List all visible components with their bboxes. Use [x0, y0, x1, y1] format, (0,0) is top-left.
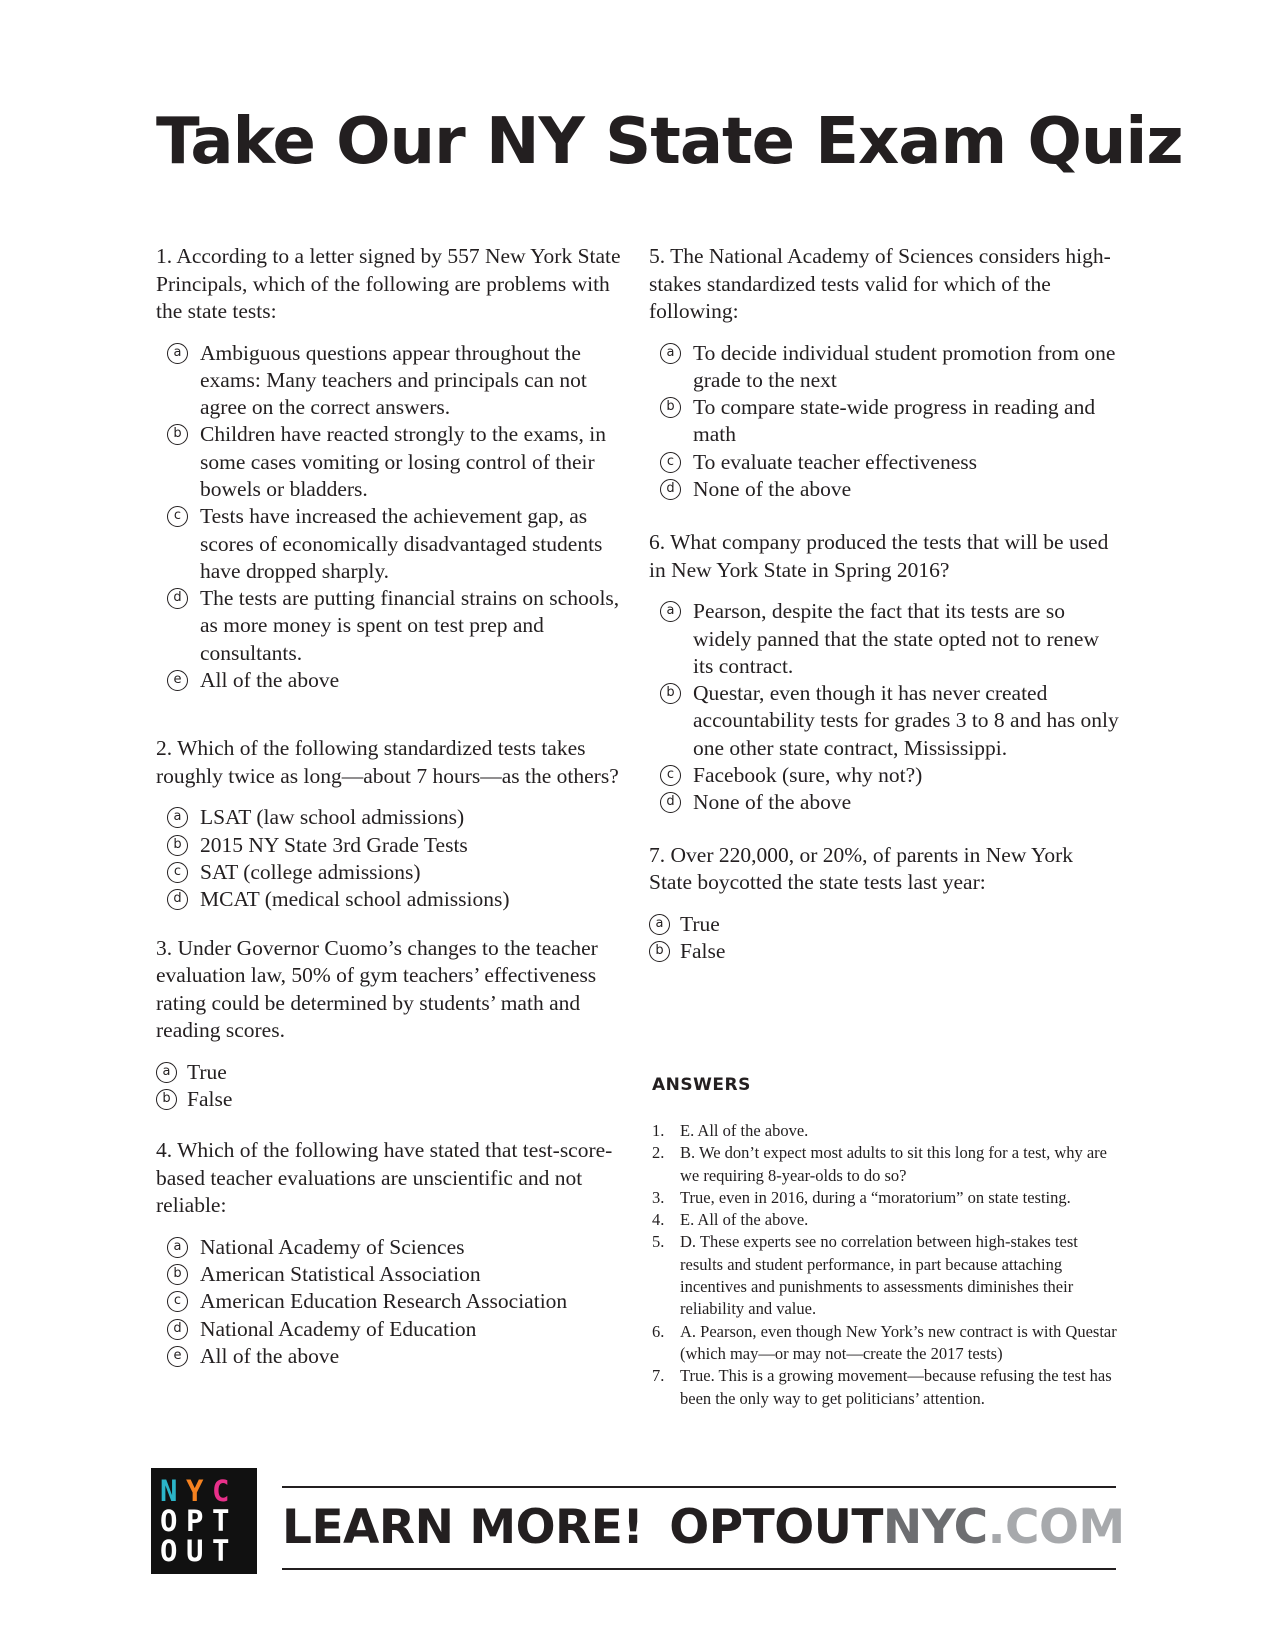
page-title: Take Our NY State Exam Quiz — [156, 105, 1183, 179]
option-text: Questar, even though it has never created accountability tests for grades 3 to 8 and has only one other state contract, Mississippi. — [693, 681, 1119, 760]
question-text: 7. Over 220,000, or 20%, of parents in New York State boycotted the state tests last year: — [649, 842, 1073, 895]
option-text: 2015 NY State 3rd Grade Tests — [200, 832, 468, 857]
option-letter-circle: c — [167, 506, 188, 527]
site-url[interactable] — [669, 1500, 1124, 1555]
learn-more-text — [282, 1498, 1125, 1558]
logo-letter: Y — [186, 1474, 207, 1508]
option-text: True — [187, 1059, 227, 1084]
options-list — [156, 340, 626, 695]
answer-text: E. All of the above. — [680, 1121, 809, 1140]
logo-letter: U — [186, 1534, 207, 1568]
right-column — [649, 243, 1119, 965]
option — [156, 886, 626, 913]
site-url-optout: OPTOUT — [669, 1500, 883, 1555]
option-letter-circle: c — [660, 765, 681, 786]
answer-item — [652, 1120, 1122, 1142]
option — [156, 1086, 626, 1113]
logo-row — [160, 1536, 257, 1566]
option-text: True — [680, 911, 720, 936]
question-5 — [649, 243, 1119, 503]
option — [156, 1261, 626, 1288]
option — [156, 340, 626, 422]
option — [156, 421, 626, 503]
option-text: To evaluate teacher effectiveness — [693, 449, 978, 474]
option-text: To compare state-wide progress in reading and math — [693, 395, 1096, 447]
question-4 — [156, 1137, 626, 1370]
answer-number: 6. — [652, 1321, 665, 1341]
option-text: National Academy of Education — [200, 1316, 477, 1341]
option — [649, 340, 1119, 395]
option-text: False — [187, 1086, 233, 1111]
option-text: National Academy of Sciences — [200, 1234, 465, 1259]
option-letter-circle: b — [649, 941, 670, 962]
logo-row — [160, 1476, 257, 1506]
option — [649, 762, 1119, 789]
answer-text: True. This is a growing movement—because refusing the test has been the only way to get politicians’ attention. — [680, 1366, 1112, 1408]
option — [156, 804, 626, 831]
option-letter-circle: d — [167, 588, 188, 609]
learn-more-label: LEARN MORE! — [282, 1500, 644, 1555]
question-6 — [649, 529, 1119, 816]
option-text: None of the above — [693, 476, 852, 501]
option-letter-circle: a — [167, 1237, 188, 1258]
site-url-com: .COM — [987, 1500, 1125, 1555]
left-column — [156, 243, 626, 1370]
option-text: American Statistical Association — [200, 1261, 481, 1286]
logo-letter: T — [212, 1534, 233, 1568]
answer-number: 5. — [652, 1232, 665, 1252]
question-text: 1. According to a letter signed by 557 New York State Principals, which of the following are problems with the state tests: — [156, 244, 621, 323]
option-text: Pearson, despite the fact that its tests are so widely panned that the state opted not to renew its contract. — [693, 599, 1099, 678]
option-letter-circle: a — [660, 601, 681, 622]
question-text: 3. Under Governor Cuomo’s changes to the teacher evaluation law, 50% of gym teachers’ effectiveness rating could be determined by students’ math and reading scores. — [156, 935, 598, 1043]
option-text: False — [680, 938, 726, 963]
options-list — [156, 804, 626, 913]
option-letter-circle: a — [649, 914, 670, 935]
option — [156, 1343, 626, 1370]
option — [156, 1288, 626, 1315]
options-list — [156, 1059, 626, 1114]
option-letter-circle: c — [167, 1291, 188, 1312]
option-text: Ambiguous questions appear throughout the exams: Many teachers and principals can not agree on the correct answers. — [200, 340, 587, 420]
question-7 — [649, 842, 1119, 966]
option-letter-circle: d — [167, 889, 188, 910]
answers-heading: ANSWERS — [652, 1075, 751, 1095]
option — [649, 476, 1119, 503]
option-letter-circle: a — [167, 343, 188, 364]
question-text: 2. Which of the following standardized tests takes roughly twice as long—about 7 hours—as the others? — [156, 736, 619, 788]
question-text: 4. Which of the following have stated that test-score-based teacher evaluations are unscientific and not reliable: — [156, 1138, 613, 1218]
answer-text: B. We don’t expect most adults to sit this long for a test, why are we requiring 8-year-olds to do so? — [680, 1143, 1108, 1185]
answer-number: 3. — [652, 1187, 665, 1207]
option — [649, 680, 1119, 762]
option-text: Tests have increased the achievement gap, as scores of economically disadvantaged students have dropped sharply. — [200, 504, 603, 583]
option-letter-circle: a — [167, 807, 188, 828]
question-3 — [156, 935, 626, 1114]
option — [649, 911, 1119, 938]
logo-letter: O — [160, 1534, 181, 1568]
answer-item — [652, 1365, 1122, 1410]
logo-letter: P — [186, 1504, 207, 1538]
option-letter-circle: a — [660, 343, 681, 364]
option-text: The tests are putting financial strains on schools, as more money is spent on test prep and consultants. — [200, 586, 620, 665]
option-text: All of the above — [200, 668, 340, 693]
logo-letter: O — [160, 1504, 181, 1538]
option-letter-circle: b — [156, 1089, 177, 1110]
option-letter-circle: b — [660, 683, 681, 704]
answer-text: True, even in 2016, during a “moratorium” on state testing. — [680, 1187, 1071, 1207]
option-letter-circle: d — [167, 1319, 188, 1340]
footer — [0, 1468, 1275, 1578]
option-letter-circle: a — [156, 1062, 177, 1083]
option — [156, 585, 626, 667]
logo-row — [160, 1506, 257, 1536]
nyc-opt-out-logo — [151, 1468, 257, 1574]
answer-text: A. Pearson, even though New York’s new contract is with Questar (which may—or may not—create the 2017 tests) — [680, 1321, 1117, 1363]
option — [156, 1316, 626, 1343]
option-letter-circle: b — [660, 397, 681, 418]
option-text: MCAT (medical school admissions) — [200, 887, 510, 912]
options-list — [649, 340, 1119, 504]
learn-more-banner — [282, 1486, 1125, 1570]
option — [156, 832, 626, 859]
option-text: Facebook (sure, why not?) — [693, 763, 923, 788]
logo-letter: T — [212, 1504, 233, 1538]
options-list — [156, 1234, 626, 1370]
option-letter-circle: b — [167, 424, 188, 445]
options-list — [649, 911, 1119, 966]
option-text: To decide individual student promotion from one grade to the next — [693, 340, 1116, 392]
option — [649, 789, 1119, 816]
option-letter-circle: d — [660, 479, 681, 500]
option — [649, 449, 1119, 476]
option-letter-circle: e — [167, 1346, 188, 1367]
option-letter-circle: c — [167, 862, 188, 883]
answer-number: 2. — [652, 1143, 665, 1163]
option — [156, 667, 626, 694]
option-text: SAT (college admissions) — [200, 859, 421, 884]
site-url-nyc: NYC — [882, 1500, 988, 1555]
option-text: LSAT (law school admissions) — [200, 805, 465, 830]
answer-item — [652, 1231, 1122, 1320]
option-letter-circle: c — [660, 452, 681, 473]
answer-number: 1. — [652, 1121, 665, 1140]
answer-item — [652, 1142, 1122, 1187]
answer-item — [652, 1187, 1122, 1209]
option-letter-circle: b — [167, 835, 188, 856]
option-text: All of the above — [200, 1343, 340, 1368]
option — [156, 1234, 626, 1261]
question-text: 5. The National Academy of Sciences considers high-stakes standardized tests valid for which of the following: — [649, 244, 1111, 323]
option-text: American Education Research Association — [200, 1289, 568, 1314]
answer-number: 7. — [652, 1366, 665, 1386]
option — [649, 938, 1119, 965]
question-1 — [156, 243, 626, 694]
option-letter-circle: e — [167, 670, 188, 691]
question-2 — [156, 735, 626, 913]
option — [156, 1059, 626, 1086]
answers-list — [652, 1120, 1122, 1410]
option — [156, 503, 626, 585]
question-text: 6. What company produced the tests that will be used in New York State in Spring 2016? — [649, 530, 1109, 582]
option-text: None of the above — [693, 790, 852, 815]
answer-text: E. All of the above. — [680, 1210, 809, 1230]
answer-item — [652, 1321, 1122, 1366]
answer-item — [652, 1209, 1122, 1231]
options-list — [649, 598, 1119, 816]
logo-letter: N — [160, 1474, 181, 1508]
option-letter-circle: d — [660, 792, 681, 813]
option — [156, 859, 626, 886]
option-text: Children have reacted strongly to the exams, in some cases vomiting or losing control of their bowels or bladders. — [200, 422, 606, 501]
answer-number: 4. — [652, 1210, 665, 1230]
logo-letter: C — [212, 1474, 233, 1508]
option — [649, 598, 1119, 680]
option-letter-circle: b — [167, 1264, 188, 1285]
option — [649, 394, 1119, 449]
answer-text: D. These experts see no correlation between high-stakes test results and student performance, in part because attaching incentives and punishments to assessments diminishes their reliability and value. — [680, 1232, 1078, 1319]
